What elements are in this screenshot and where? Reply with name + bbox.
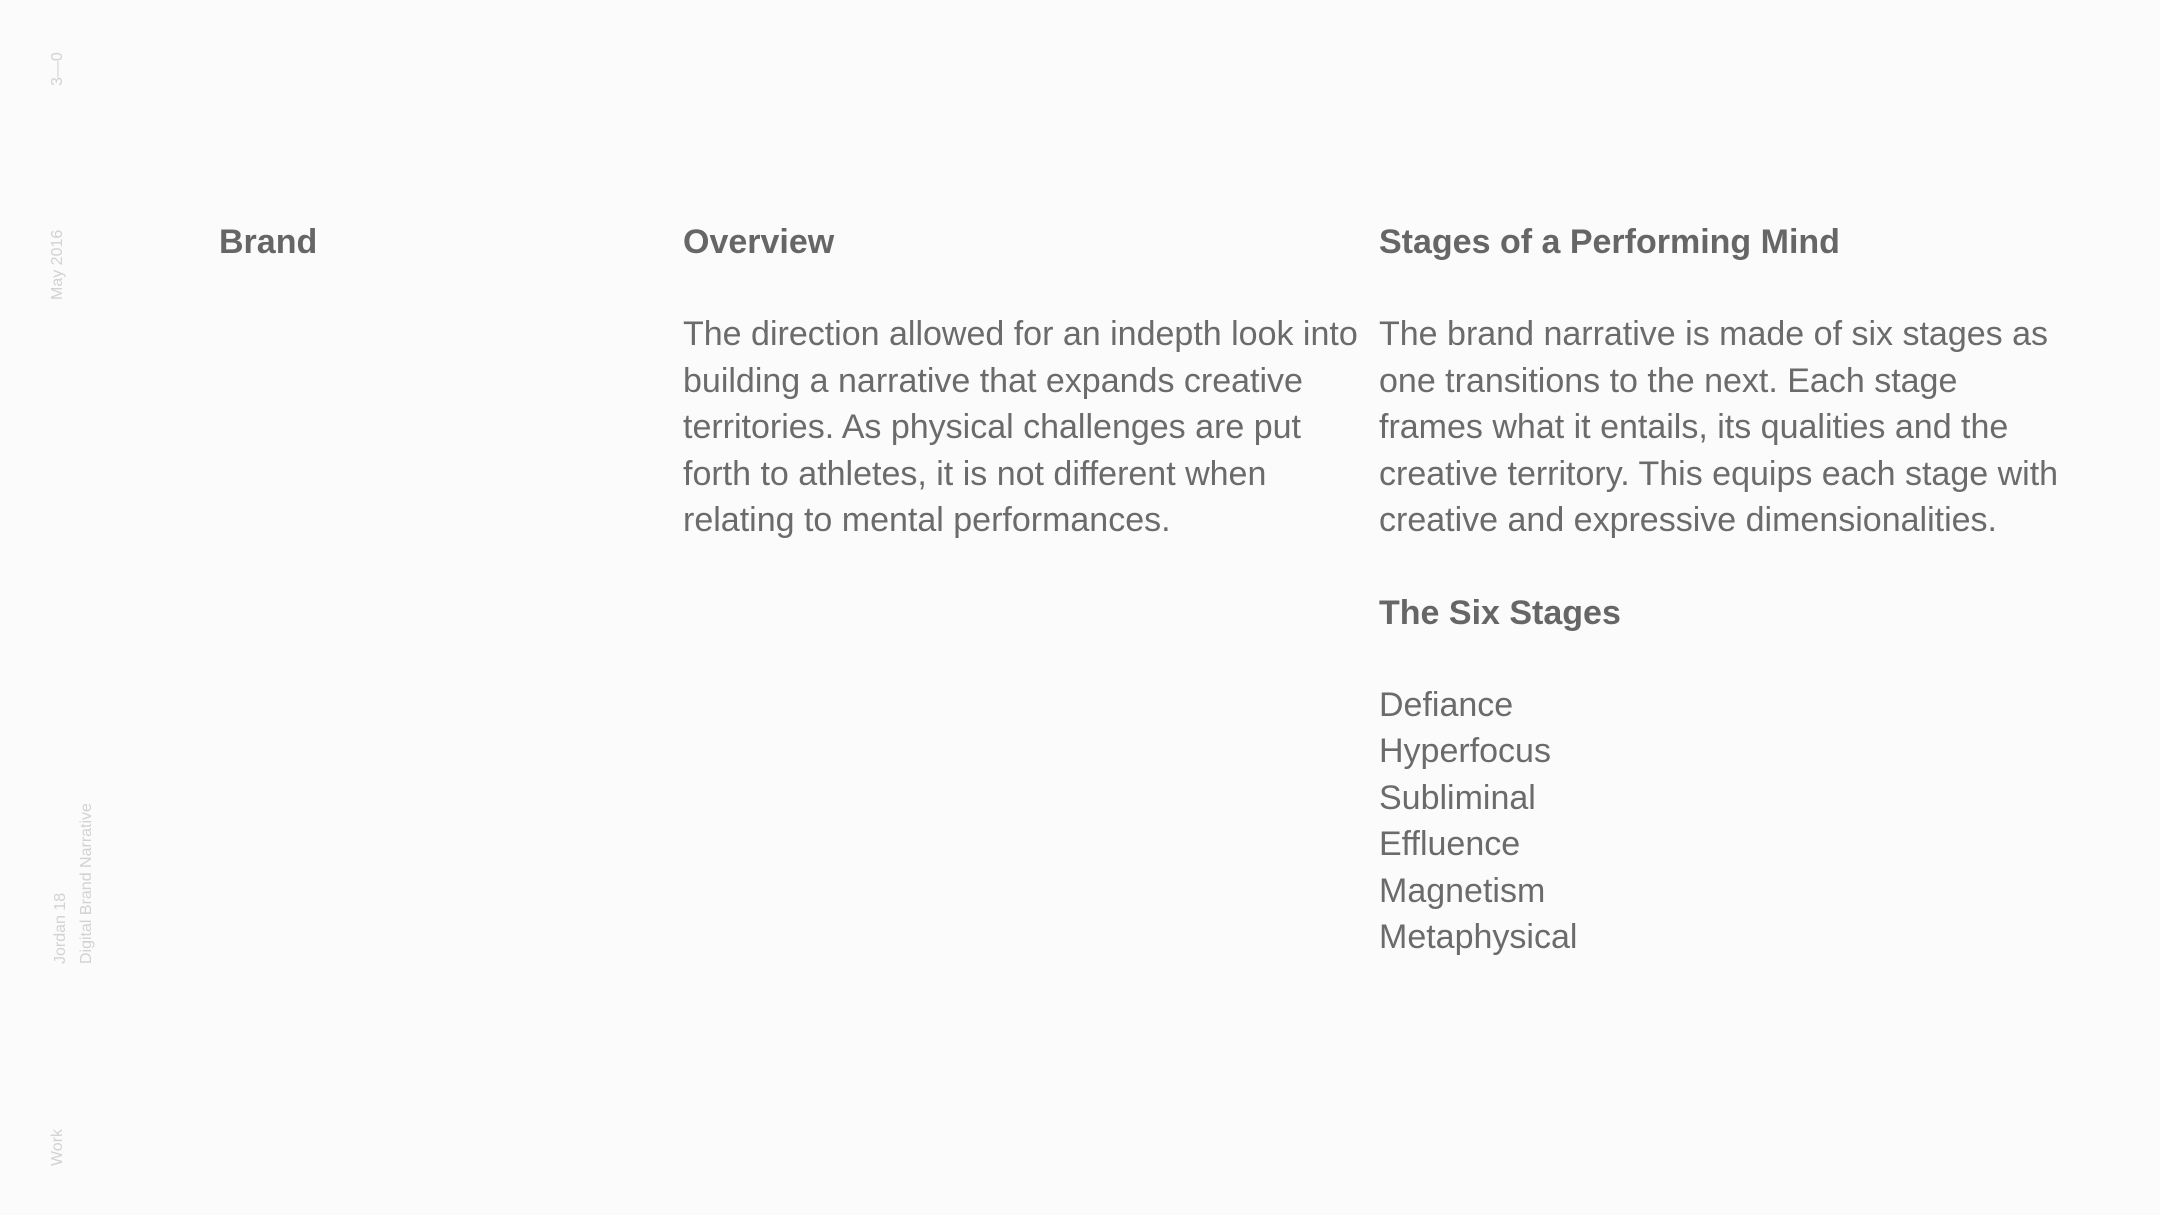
page-number: 3—0 <box>49 52 66 86</box>
stage-item: Hyperfocus <box>1379 732 1551 770</box>
stages-paragraph: The brand narrative is made of six stages as one transitions to the next. Each stage frames what it entails, its qualities and the creative territory. This equips each stage with creative and expressive dimensionalities. <box>1379 315 2059 539</box>
date-label: May 2016 <box>49 229 66 300</box>
project-label <box>48 803 100 964</box>
overview-paragraph: The direction allowed for an indepth look into building a narrative that expands creative territories. As physical challenges are put forth to athletes, it is not different when relating to mental performances. <box>683 315 1358 539</box>
stage-item: Defiance <box>1379 685 1514 724</box>
project-client: Jordan 18 <box>52 892 69 964</box>
brand-heading: Brand <box>219 223 318 261</box>
stage-item: Subliminal <box>1379 778 1536 817</box>
stages-list <box>1379 682 2069 961</box>
project-title: Digital Brand Narrative <box>78 803 95 964</box>
section-label: Work <box>49 1128 66 1166</box>
stage-item: Metaphysical <box>1379 918 1578 956</box>
six-stages-heading: The Six Stages <box>1379 593 1621 632</box>
stage-item: Magnetism <box>1379 871 1546 910</box>
stages-column <box>1379 219 2069 961</box>
overview-column <box>683 219 1373 544</box>
stage-item: Effluence <box>1379 825 1521 863</box>
overview-heading: Overview <box>683 223 835 261</box>
brand-column <box>219 219 639 265</box>
stages-heading: Stages of a Performing Mind <box>1379 223 1840 261</box>
